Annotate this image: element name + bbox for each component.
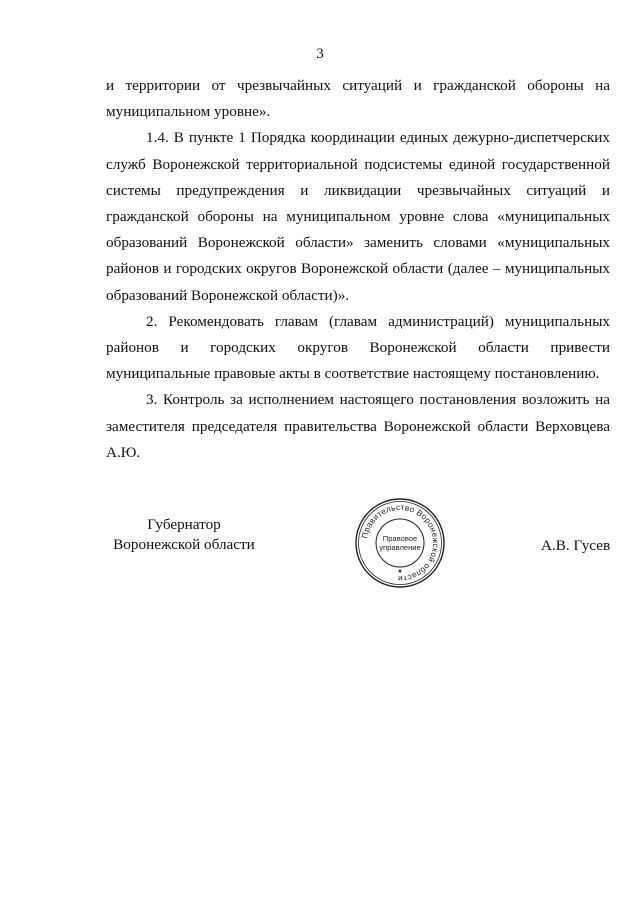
svg-text:управление: управление (379, 543, 421, 552)
signatory-title (104, 515, 264, 555)
svg-text:Правительство Воронежской обла: Правительство Воронежской области (360, 502, 441, 584)
svg-text:Правовое: Правовое (382, 534, 418, 543)
signatory-name: А.В. Гусев (541, 537, 611, 554)
page-number: 3 (316, 46, 324, 62)
document-body (106, 73, 610, 466)
official-seal-stamp (354, 497, 446, 589)
paragraph-1-4: 1.4. В пункте 1 Порядка координации единых дежурно-диспетчерских служб Воронежской территориальной подсистемы единой государственной системы предупреждения и ликвидации чрезвычайных ситуаций и гражданской обороны на муниципальном уровне слова «муниципальных образований Воронежской области» заменить словами «муниципальных районов и городских округов Воронежской области (далее – муниципальных образований Воронежской области)». (106, 129, 610, 304)
paragraph-2: 2. Рекомендовать главам (главам администраций) муниципальных районов и городских округов Воронежской области привести муниципальные правовые акты в соответствие настоящему постановлению. (106, 312, 610, 383)
signatory-title-line1: Губернатор (147, 516, 221, 533)
signatory-title-line2: Воронежской области (113, 536, 255, 553)
paragraph-3: 3. Контроль за исполнением настоящего постановления возложить на заместителя председателя правительства Воронежской области Верховцева А.Ю. (106, 391, 610, 461)
seal-icon (354, 497, 446, 589)
svg-text:★: ★ (397, 569, 403, 575)
paragraph-continuation: и территории от чрезвычайных ситуаций и гражданской обороны на муниципальном уровне». (106, 77, 610, 121)
